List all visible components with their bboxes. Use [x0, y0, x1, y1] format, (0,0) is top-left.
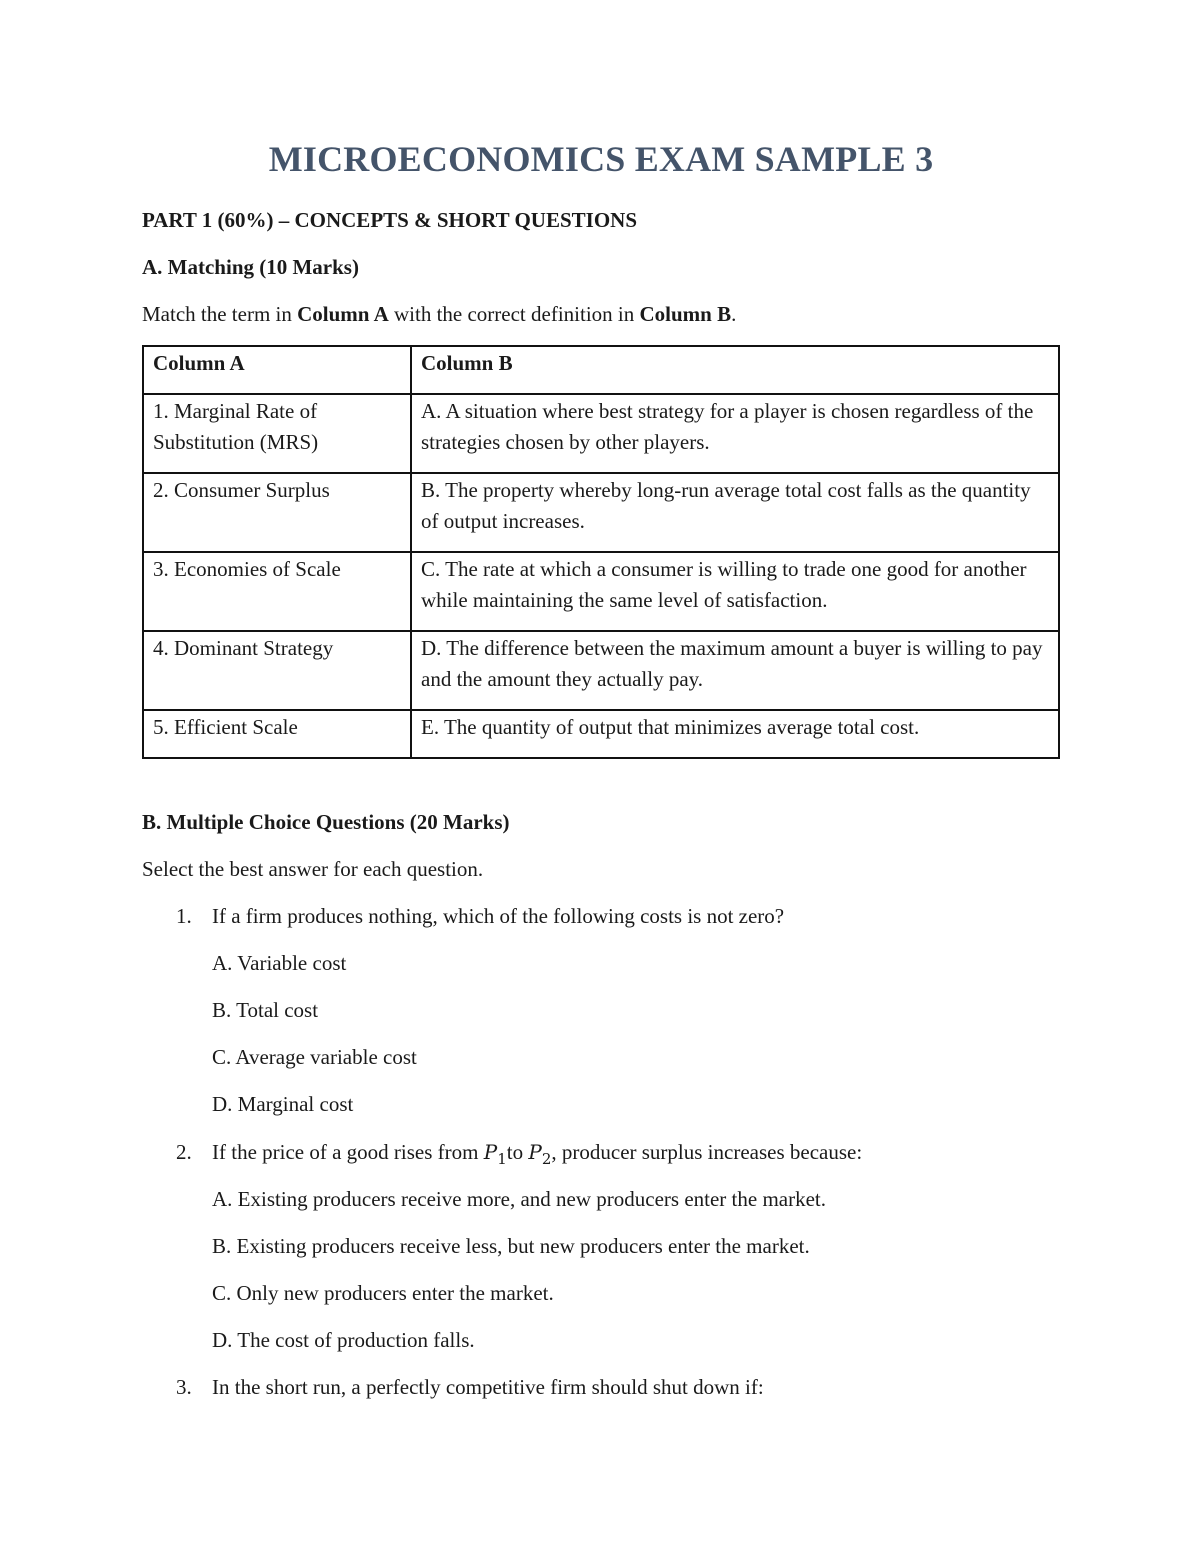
q1-option-a: A. Variable cost: [212, 951, 347, 975]
question-1-text: If a firm produces nothing, which of the following costs is not zero?: [212, 904, 785, 928]
q2-text-prefix: If the price of a good rises from: [212, 1140, 484, 1164]
table-row: [143, 552, 1059, 631]
term-cell: 2. Consumer Surplus: [143, 473, 411, 552]
definition-cell: B. The property whereby long-run average total cost falls as the quantity of output increases.: [411, 473, 1059, 552]
question-2-text: [212, 1138, 862, 1173]
q1-option-b: B. Total cost: [212, 998, 319, 1022]
q2-option-d: D. The cost of production falls.: [212, 1328, 475, 1352]
instruction-column-b: Column B: [639, 302, 732, 326]
q2-text-suffix: , producer surplus increases because:: [551, 1140, 863, 1164]
matching-table: [142, 345, 1060, 759]
column-a-header: Column A: [143, 346, 411, 394]
term-cell: 1. Marginal Rate of Substitution (MRS): [143, 394, 411, 473]
question-2-number: 2.: [176, 1140, 192, 1164]
table-row: [143, 394, 1059, 473]
question-3-number: 3.: [176, 1375, 192, 1399]
part1-heading: PART 1 (60%) – CONCEPTS & SHORT QUESTIONS: [142, 208, 638, 232]
column-b-header: Column B: [411, 346, 1059, 394]
instruction-mid: with the correct definition in: [388, 302, 640, 326]
section-a-instruction: [142, 300, 736, 328]
table-header-row: [143, 346, 1059, 394]
instruction-prefix: Match the term in: [142, 302, 298, 326]
q1-option-d: D. Marginal cost: [212, 1092, 354, 1116]
q2-text-mid: to: [506, 1140, 529, 1164]
table-row: [143, 631, 1059, 710]
q1-option-c: C. Average variable cost: [212, 1045, 417, 1069]
definition-cell: E. The quantity of output that minimizes average total cost.: [411, 710, 1059, 758]
question-1-number: 1.: [176, 904, 192, 928]
p2-symbol: $P_2$: [528, 1140, 552, 1168]
term-cell: 5. Efficient Scale: [143, 710, 411, 758]
table-row: [143, 710, 1059, 758]
q2-option-c: C. Only new producers enter the market.: [212, 1281, 554, 1305]
instruction-column-a: Column A: [297, 302, 389, 326]
term-cell: 3. Economies of Scale: [143, 552, 411, 631]
page-title: MICROECONOMICS EXAM SAMPLE 3: [268, 139, 934, 179]
section-b-heading: B. Multiple Choice Questions (20 Marks): [142, 810, 510, 834]
q2-option-a: A. Existing producers receive more, and new producers enter the market.: [212, 1187, 827, 1211]
instruction-suffix: .: [731, 302, 737, 326]
table-row: [143, 473, 1059, 552]
q2-option-b: B. Existing producers receive less, but new producers enter the market.: [212, 1234, 810, 1258]
section-a-heading: A. Matching (10 Marks): [142, 255, 359, 279]
definition-cell: D. The difference between the maximum amount a buyer is willing to pay and the amount they actually pay.: [411, 631, 1059, 710]
p1-symbol: $P_1$: [483, 1140, 507, 1168]
term-cell: 4. Dominant Strategy: [143, 631, 411, 710]
question-3-text: In the short run, a perfectly competitive firm should shut down if:: [212, 1375, 764, 1399]
definition-cell: C. The rate at which a consumer is willing to trade one good for another while maintaining the same level of satisfaction.: [411, 552, 1059, 631]
section-b-instruction: Select the best answer for each question.: [142, 857, 484, 881]
definition-cell: A. A situation where best strategy for a player is chosen regardless of the strategies chosen by other players.: [411, 394, 1059, 473]
